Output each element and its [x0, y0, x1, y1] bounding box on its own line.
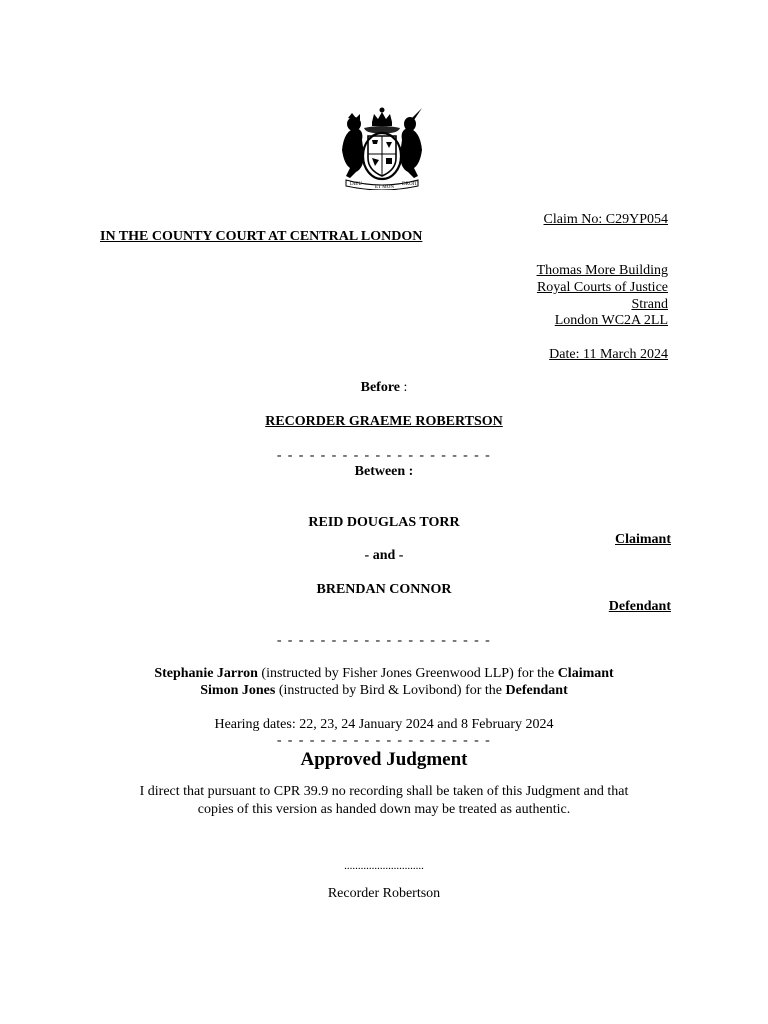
- defendant-role: Defendant: [608, 599, 671, 614]
- counsel-claimant-detail: (instructed by Fisher Jones Greenwood LLP) for the: [257, 666, 558, 681]
- separator-1: - - - - - - - - - - - - - - - - - - - -: [276, 448, 492, 463]
- before-colon: :: [400, 380, 408, 395]
- address-line-2: Royal Courts of Justice: [536, 280, 668, 295]
- before-label: Before: [360, 380, 400, 395]
- royal-coat-of-arms-logo: [334, 106, 430, 190]
- direction-line-2: copies of this version as handed down may be treated as authentic.: [197, 802, 571, 817]
- claim-number: Claim No: C29YP054: [543, 212, 668, 227]
- between-label: Between :: [354, 464, 414, 479]
- motto-right-text: DROIT: [402, 182, 418, 187]
- separator-2: - - - - - - - - - - - - - - - - - - - -: [276, 633, 492, 648]
- counsel-defendant-name: Simon Jones: [200, 683, 276, 698]
- direction-line-1: I direct that pursuant to CPR 39.9 no recording shall be taken of this Judgment and that: [139, 784, 629, 799]
- address-line-1: Thomas More Building: [536, 263, 668, 278]
- signatory-name: Recorder Robertson: [327, 886, 441, 901]
- defendant-name: BRENDAN CONNOR: [316, 582, 452, 597]
- counsel-claimant-party: Claimant: [557, 666, 614, 681]
- counsel-claimant: [0, 665, 768, 682]
- claimant-name: REID DOUGLAS TORR: [308, 515, 460, 530]
- address-line-3: Strand: [631, 297, 668, 312]
- counsel-defendant: [0, 682, 768, 699]
- counsel-claimant-name: Stephanie Jarron: [154, 666, 258, 681]
- motto-band-text: ET MON: [375, 185, 394, 190]
- document-title: Approved Judgment: [300, 749, 468, 770]
- signature-line: .............................: [344, 860, 424, 872]
- court-name: IN THE COUNTY COURT AT CENTRAL LONDON: [100, 229, 423, 244]
- and-label: - and -: [364, 548, 404, 563]
- separator-3: - - - - - - - - - - - - - - - - - - - -: [276, 733, 492, 748]
- address-line-4: London WC2A 2LL: [554, 313, 668, 328]
- judge-name: RECORDER GRAEME ROBERTSON: [265, 414, 503, 429]
- before-heading: [0, 379, 768, 396]
- counsel-defendant-detail: (instructed by Bird & Lovibond) for the: [275, 683, 506, 698]
- judgment-date: Date: 11 March 2024: [549, 347, 668, 362]
- claimant-role: Claimant: [615, 532, 671, 547]
- hearing-dates: Hearing dates: 22, 23, 24 January 2024 and 8 February 2024: [214, 717, 554, 732]
- counsel-defendant-party: Defendant: [505, 683, 568, 698]
- motto-left-text: DIEU: [350, 182, 362, 187]
